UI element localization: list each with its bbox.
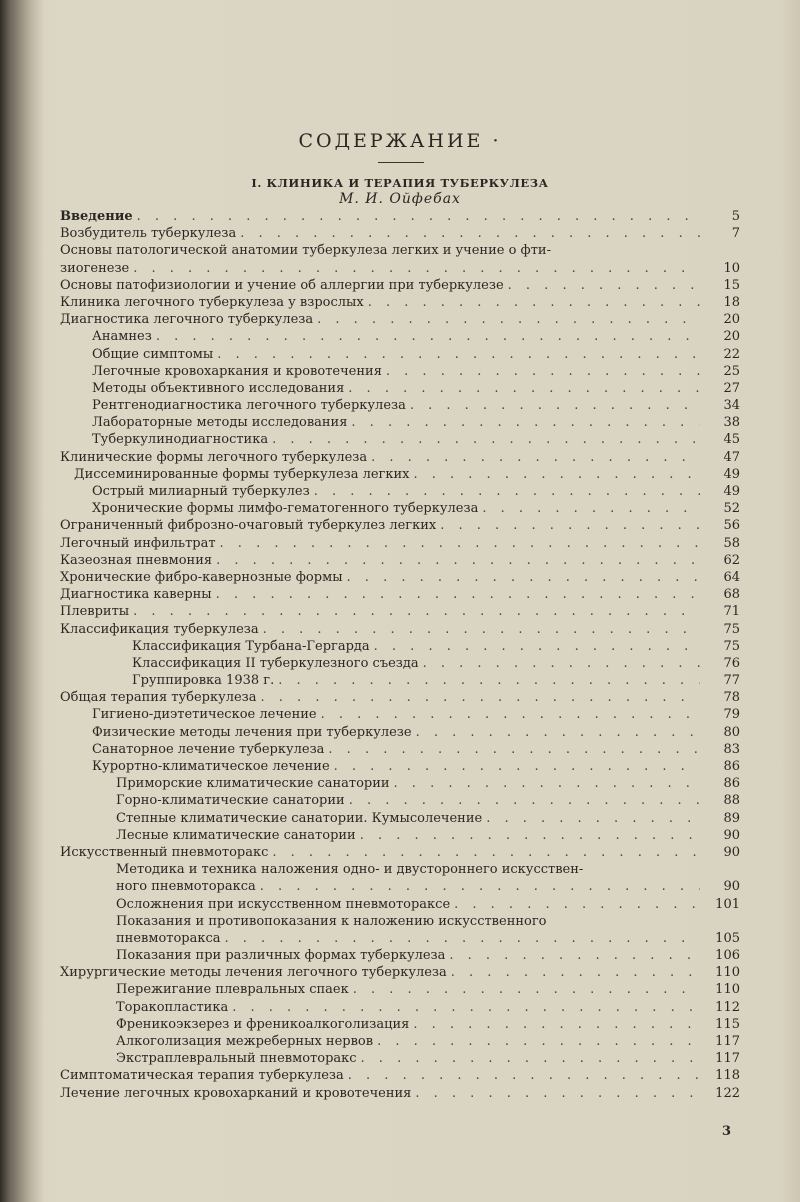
toc-entry bbox=[60, 638, 740, 655]
toc-entry bbox=[60, 535, 740, 552]
toc-entry-title: Лечение легочных кровохарканий и кровотечения bbox=[60, 1085, 412, 1101]
toc-leader-dots bbox=[133, 260, 700, 277]
toc-entry-page: 34 bbox=[723, 398, 740, 414]
toc-entry-page: 5 bbox=[731, 209, 740, 224]
toc-entry bbox=[60, 363, 740, 380]
toc-leader-dots bbox=[348, 380, 700, 397]
toc-entry bbox=[60, 466, 740, 483]
toc-entry bbox=[60, 397, 740, 414]
toc-entry bbox=[60, 827, 740, 844]
toc-entry-title: Классификация II туберкулезного съезда bbox=[132, 655, 419, 671]
toc-entry-page: 75 bbox=[723, 621, 740, 637]
toc-leader-dots bbox=[260, 878, 700, 895]
toc-entry-page: 117 bbox=[715, 1034, 740, 1050]
toc-entry bbox=[60, 896, 740, 913]
toc-leader-dots bbox=[347, 569, 700, 586]
toc-leader-dots bbox=[386, 363, 700, 380]
toc-entry-title: Диагностика каверны bbox=[60, 587, 212, 603]
toc-entry-page: 58 bbox=[723, 535, 740, 551]
toc-leader-dots bbox=[508, 277, 700, 294]
toc-entry bbox=[60, 569, 740, 586]
toc-entry bbox=[60, 500, 740, 517]
toc-entry-page: 56 bbox=[723, 518, 740, 534]
toc-entry-title: Клинические формы легочного туберкулеза bbox=[60, 449, 368, 465]
toc-leader-dots bbox=[334, 758, 700, 775]
toc-leader-dots bbox=[377, 1033, 700, 1050]
toc-leader-dots bbox=[328, 741, 700, 758]
toc-entry-title: Курортно-климатическое лечение bbox=[92, 759, 330, 775]
toc-entry-page: 22 bbox=[723, 346, 740, 362]
toc-entry bbox=[60, 999, 740, 1016]
toc-entry-title: Острый милиарный туберкулез bbox=[92, 484, 310, 500]
toc-entry-title: Горно-климатические санатории bbox=[116, 793, 345, 809]
toc-entry-title: Общая терапия туберкулеза bbox=[60, 690, 257, 706]
toc-entry bbox=[60, 517, 740, 534]
toc-entry bbox=[60, 483, 740, 500]
toc-leader-dots bbox=[348, 1067, 700, 1084]
toc-entry bbox=[60, 758, 740, 775]
toc-entry bbox=[60, 964, 740, 981]
toc-entry bbox=[60, 724, 740, 741]
toc-leader-dots bbox=[449, 947, 700, 964]
toc-entry bbox=[60, 586, 740, 603]
toc-entry-page: 15 bbox=[723, 277, 740, 293]
toc-entry-title: Казеозная пневмония bbox=[60, 552, 213, 568]
toc-entry-page: 27 bbox=[723, 380, 740, 396]
toc-leader-dots bbox=[317, 311, 700, 328]
toc-entry-title: Туберкулинодиагностика bbox=[92, 432, 269, 448]
toc-entry-page: 105 bbox=[715, 930, 740, 946]
toc-entry bbox=[60, 1033, 740, 1050]
toc-entry bbox=[60, 380, 740, 397]
toc-leader-dots bbox=[416, 724, 700, 741]
toc-entry-page: 112 bbox=[715, 999, 740, 1015]
toc-entry-page: 76 bbox=[723, 655, 740, 671]
toc-entry-title: Диссеминированные формы туберкулеза легких bbox=[74, 466, 410, 482]
toc-entry bbox=[60, 414, 740, 431]
toc-leader-dots bbox=[137, 208, 700, 225]
toc-entry-title: Осложнения при искусственном пневмотораксе bbox=[116, 896, 451, 912]
toc-entry-page: 45 bbox=[723, 432, 740, 448]
toc-leader-dots bbox=[240, 225, 700, 242]
toc-entry bbox=[60, 242, 740, 276]
toc-entry bbox=[60, 311, 740, 328]
toc-entry-title: Гигиено-диэтетическое лечение bbox=[92, 707, 317, 723]
toc-entry-title: Основы патофизиологии и учение об аллергии при туберкулезе bbox=[60, 277, 504, 293]
toc-entry bbox=[60, 1085, 740, 1102]
toc-entry bbox=[60, 913, 740, 947]
toc-entry-title: Легочные кровохаркания и кровотечения bbox=[92, 363, 382, 379]
toc-entry-title: Возбудитель туберкулеза bbox=[60, 226, 237, 242]
toc-entry-page: 89 bbox=[723, 810, 740, 826]
toc-entry-page: 71 bbox=[723, 604, 740, 620]
toc-leader-dots bbox=[220, 535, 700, 552]
toc-entry-title-continued: пневмоторакса bbox=[116, 930, 221, 946]
toc-leader-dots bbox=[414, 466, 701, 483]
toc-entry-page: 83 bbox=[723, 741, 740, 757]
toc-entry bbox=[60, 775, 740, 792]
toc-entry-title-continued: ного пневмоторакса bbox=[116, 879, 256, 895]
toc-entry-page: 106 bbox=[715, 948, 740, 964]
toc-leader-dots bbox=[156, 328, 700, 345]
toc-leader-dots bbox=[451, 964, 700, 981]
toc-entry-page: 49 bbox=[723, 466, 740, 482]
toc-entry-page: 47 bbox=[723, 449, 740, 465]
section-author: М. И. Ойфебах bbox=[339, 191, 461, 207]
toc-entry-title: Физические методы лечения при туберкулезе bbox=[92, 724, 412, 740]
toc-leader-dots bbox=[410, 397, 700, 414]
toc-entry-title: Классификация Турбана-Гергарда bbox=[132, 638, 370, 654]
toc-entry-page: 62 bbox=[723, 552, 740, 568]
toc-entry bbox=[60, 792, 740, 809]
toc-leader-dots bbox=[394, 775, 700, 792]
toc-entry-title: Показания и противопоказания к наложению искусственного bbox=[116, 913, 547, 929]
heading-divider bbox=[378, 162, 424, 163]
toc-leader-dots bbox=[351, 414, 700, 431]
section-title: I. КЛИНИКА И ТЕРАПИЯ ТУБЕРКУЛЕЗА bbox=[251, 176, 549, 190]
toc-entry-title: Классификация туберкулеза bbox=[60, 621, 259, 637]
toc-leader-dots bbox=[415, 1085, 700, 1102]
toc-entry bbox=[60, 346, 740, 363]
toc-entry bbox=[60, 225, 740, 242]
toc-entry-page: 64 bbox=[723, 569, 740, 585]
toc-entry-title: Ограниченный фиброзно-очаговый туберкулез легких bbox=[60, 518, 437, 534]
toc-entry-title: Общие симптомы bbox=[92, 346, 214, 362]
toc-entry-page: 52 bbox=[723, 501, 740, 517]
toc-entry-page: 20 bbox=[723, 329, 740, 345]
toc-entry-title: Экстраплевральный пневмоторакс bbox=[116, 1051, 357, 1067]
toc-entry-title: Алкоголизация межреберных нервов bbox=[116, 1034, 374, 1050]
toc-entry-title: Методика и техника наложения одно- и двустороннего искусствен- bbox=[116, 862, 584, 878]
toc-leader-dots bbox=[278, 672, 700, 689]
toc-entry-title: Лабораторные методы исследования bbox=[92, 415, 348, 431]
toc-entry-title: Легочный инфильтрат bbox=[60, 535, 216, 551]
toc-entry-title: Плевриты bbox=[60, 604, 130, 620]
toc-entry-page: 10 bbox=[723, 260, 740, 276]
toc-entry-title: Лесные климатические санатории bbox=[116, 827, 356, 843]
toc-entry bbox=[60, 861, 740, 895]
toc-entry-title: Диагностика легочного туберкулеза bbox=[60, 312, 314, 328]
toc-entry-title: Хронические фибро-кавернозные формы bbox=[60, 569, 343, 585]
toc-entry bbox=[60, 1050, 740, 1067]
table-of-contents bbox=[60, 208, 740, 1102]
toc-leader-dots bbox=[349, 792, 700, 809]
toc-entry-title: Клиника легочного туберкулеза у взрослых bbox=[60, 294, 364, 310]
toc-entry-page: 118 bbox=[715, 1068, 740, 1084]
toc-leader-dots bbox=[486, 810, 700, 827]
toc-entry-title: Санаторное лечение туберкулеза bbox=[92, 741, 325, 757]
toc-entry-page: 20 bbox=[723, 312, 740, 328]
toc-entry bbox=[60, 208, 740, 225]
toc-leader-dots bbox=[413, 1016, 700, 1033]
toc-entry bbox=[60, 1016, 740, 1033]
toc-entry-page: 75 bbox=[723, 638, 740, 654]
toc-entry bbox=[60, 328, 740, 345]
toc-entry-title-continued: зиогенезе bbox=[60, 260, 130, 276]
toc-entry bbox=[60, 277, 740, 294]
toc-leader-dots bbox=[368, 294, 700, 311]
toc-leader-dots bbox=[353, 981, 700, 998]
toc-entry-page: 25 bbox=[723, 363, 740, 379]
toc-leader-dots bbox=[321, 706, 700, 723]
toc-entry-page: 101 bbox=[715, 896, 740, 912]
toc-leader-dots bbox=[217, 346, 700, 363]
toc-entry-title: Искусственный пневмоторакс bbox=[60, 844, 269, 860]
toc-leader-dots bbox=[360, 827, 700, 844]
toc-entry bbox=[60, 655, 740, 672]
toc-entry-title: Введение bbox=[60, 209, 133, 224]
toc-entry-title: Симптоматическая терапия туберкулеза bbox=[60, 1068, 344, 1084]
toc-entry-page: 88 bbox=[723, 793, 740, 809]
toc-entry-page: 110 bbox=[715, 965, 740, 981]
toc-leader-dots bbox=[263, 621, 700, 638]
toc-leader-dots bbox=[261, 689, 700, 706]
toc-entry-title: Методы объективного исследования bbox=[92, 380, 345, 396]
toc-entry-page: 122 bbox=[715, 1085, 740, 1101]
toc-leader-dots bbox=[361, 1050, 700, 1067]
toc-leader-dots bbox=[272, 844, 700, 861]
toc-entry bbox=[60, 621, 740, 638]
toc-leader-dots bbox=[225, 930, 700, 947]
toc-entry bbox=[60, 810, 740, 827]
toc-leader-dots bbox=[482, 500, 700, 517]
toc-entry bbox=[60, 431, 740, 448]
toc-entry bbox=[60, 741, 740, 758]
toc-entry-page: 86 bbox=[723, 776, 740, 792]
toc-entry bbox=[60, 449, 740, 466]
toc-entry-page: 115 bbox=[715, 1016, 740, 1032]
toc-entry-page: 80 bbox=[723, 724, 740, 740]
toc-entry-title: Анамнез bbox=[92, 329, 152, 345]
toc-leader-dots bbox=[314, 483, 700, 500]
toc-entry-page: 90 bbox=[723, 827, 740, 843]
toc-leader-dots bbox=[216, 552, 700, 569]
toc-leader-dots bbox=[423, 655, 700, 672]
page-number: 3 bbox=[722, 1124, 732, 1139]
toc-entry-title: Основы патологической анатомии туберкулеза легких и учение о фти- bbox=[60, 243, 551, 259]
toc-entry bbox=[60, 947, 740, 964]
toc-leader-dots bbox=[440, 517, 700, 534]
toc-entry-title: Рентгенодиагностика легочного туберкулеза bbox=[92, 398, 406, 414]
toc-leader-dots bbox=[371, 449, 700, 466]
toc-entry-page: 7 bbox=[731, 226, 740, 242]
toc-entry bbox=[60, 706, 740, 723]
toc-entry-title: Степные климатические санатории. Кумысолечение bbox=[116, 810, 483, 826]
toc-entry-page: 90 bbox=[723, 844, 740, 860]
toc-entry-title: Хронические формы лимфо-гематогенного туберкулеза bbox=[92, 501, 479, 517]
toc-leader-dots bbox=[133, 603, 700, 620]
toc-entry-page: 77 bbox=[723, 673, 740, 689]
toc-entry-page: 18 bbox=[723, 294, 740, 310]
toc-entry-page: 110 bbox=[715, 982, 740, 998]
toc-entry-page: 86 bbox=[723, 759, 740, 775]
toc-entry bbox=[60, 689, 740, 706]
toc-entry bbox=[60, 672, 740, 689]
toc-entry-page: 79 bbox=[723, 707, 740, 723]
toc-entry-page: 49 bbox=[723, 484, 740, 500]
toc-entry-title: Френикоэкзерез и френикоалкоголизация bbox=[116, 1016, 410, 1032]
toc-entry-page: 38 bbox=[723, 415, 740, 431]
toc-entry-page: 90 bbox=[723, 879, 740, 895]
toc-entry-page: 68 bbox=[723, 587, 740, 603]
toc-leader-dots bbox=[374, 638, 700, 655]
toc-entry bbox=[60, 981, 740, 998]
toc-entry bbox=[60, 1067, 740, 1084]
toc-entry-page: 78 bbox=[723, 690, 740, 706]
toc-entry bbox=[60, 552, 740, 569]
toc-leader-dots bbox=[216, 586, 700, 603]
toc-entry-title: Хирургические методы лечения легочного туберкулеза bbox=[60, 965, 447, 981]
toc-entry-page: 117 bbox=[715, 1051, 740, 1067]
toc-entry bbox=[60, 844, 740, 861]
toc-entry-title: Показания при различных формах туберкулеза bbox=[116, 948, 446, 964]
toc-entry bbox=[60, 294, 740, 311]
toc-leader-dots bbox=[454, 896, 700, 913]
contents-heading: СОДЕРЖАНИЕ · bbox=[298, 130, 502, 152]
toc-entry-title: Торакопластика bbox=[116, 999, 229, 1015]
toc-leader-dots bbox=[232, 999, 700, 1016]
toc-leader-dots bbox=[272, 431, 700, 448]
toc-entry-title: Пережигание плевральных спаек bbox=[116, 982, 349, 998]
toc-entry bbox=[60, 603, 740, 620]
toc-entry-title: Группировка 1938 г. bbox=[132, 673, 275, 689]
toc-entry-title: Приморские климатические санатории bbox=[116, 776, 390, 792]
